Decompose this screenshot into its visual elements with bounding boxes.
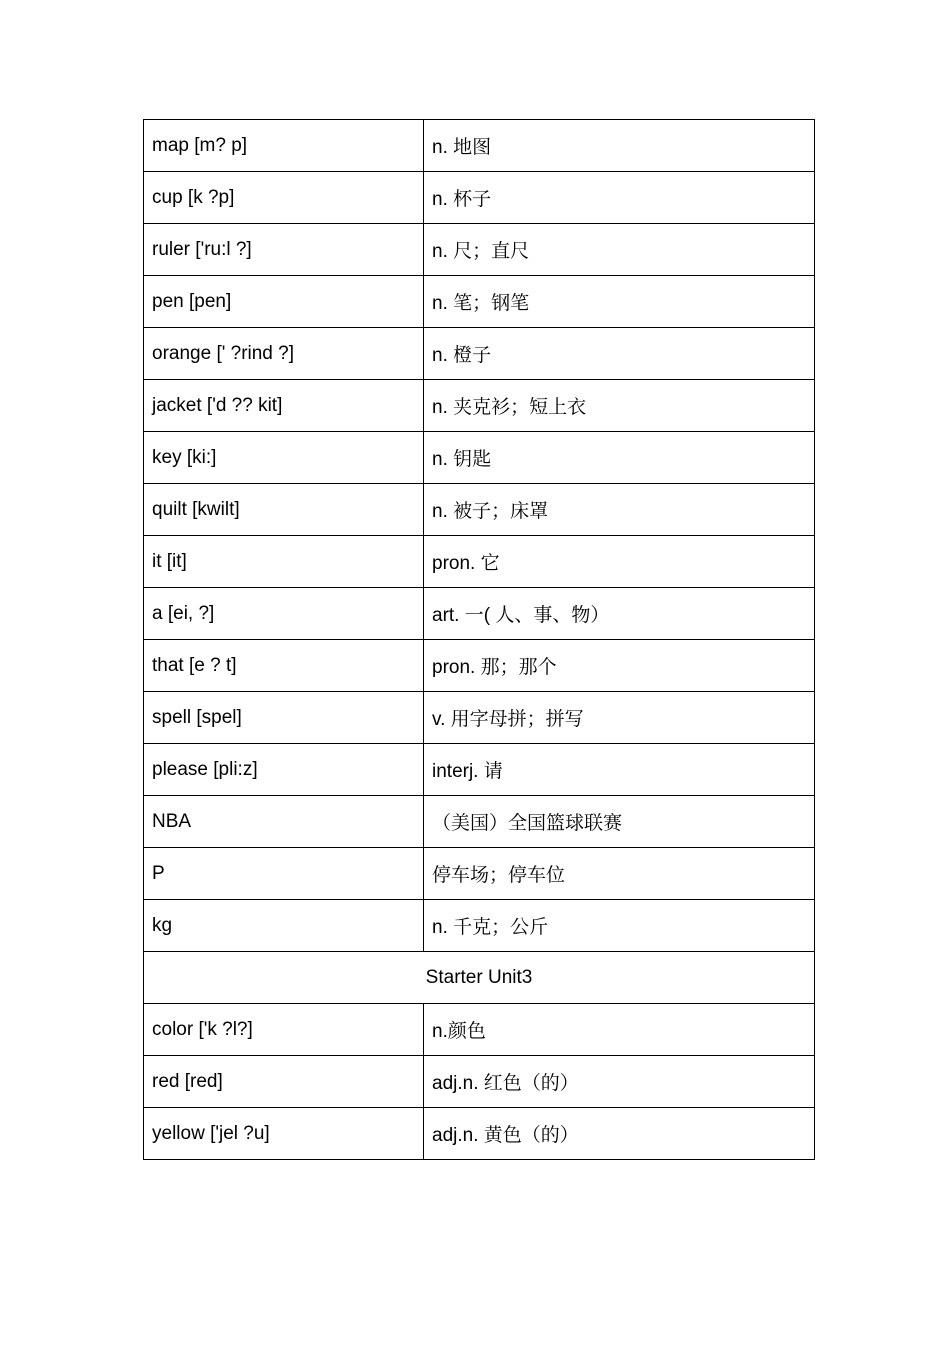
table-row (144, 1108, 815, 1160)
word-cell: map [m? p] (144, 120, 424, 172)
vocabulary-table-body (144, 120, 815, 1160)
meaning-cell: v. 用字母拼；拼写 (424, 692, 815, 744)
table-row (144, 692, 815, 744)
meaning-cell: n. 尺；直尺 (424, 224, 815, 276)
meaning-cell: n.颜色 (424, 1004, 815, 1056)
table-row (144, 328, 815, 380)
table-row (144, 1004, 815, 1056)
word-cell: NBA (144, 796, 424, 848)
table-row (144, 432, 815, 484)
vocabulary-table (143, 119, 815, 1160)
word-cell: yellow ['jel ?u] (144, 1108, 424, 1160)
word-cell: that [e ? t] (144, 640, 424, 692)
table-row (144, 276, 815, 328)
meaning-cell: interj. 请 (424, 744, 815, 796)
table-row (144, 172, 815, 224)
word-cell: P (144, 848, 424, 900)
table-row (144, 1056, 815, 1108)
meaning-cell: n. 夹克衫；短上衣 (424, 380, 815, 432)
table-row (144, 484, 815, 536)
meaning-cell: art. 一( 人、事、物） (424, 588, 815, 640)
table-row (144, 380, 815, 432)
table-row (144, 900, 815, 952)
word-cell: quilt [kwilt] (144, 484, 424, 536)
meaning-cell: adj.n. 黄色（的） (424, 1108, 815, 1160)
word-cell: pen [pen] (144, 276, 424, 328)
word-cell: please [pli:z] (144, 744, 424, 796)
section-title: Starter Unit3 (144, 952, 815, 1004)
meaning-cell: n. 橙子 (424, 328, 815, 380)
word-cell: a [ei, ?] (144, 588, 424, 640)
word-cell: orange [' ?rind ?] (144, 328, 424, 380)
meaning-cell: n. 杯子 (424, 172, 815, 224)
meaning-cell: n. 笔；钢笔 (424, 276, 815, 328)
word-cell: color ['k ?l?] (144, 1004, 424, 1056)
word-cell: cup [k ?p] (144, 172, 424, 224)
meaning-cell: pron. 它 (424, 536, 815, 588)
word-cell: ruler ['ru:l ?] (144, 224, 424, 276)
table-row (144, 744, 815, 796)
table-row (144, 796, 815, 848)
word-cell: jacket ['d ?? kit] (144, 380, 424, 432)
table-row (144, 120, 815, 172)
word-cell: it [it] (144, 536, 424, 588)
word-cell: red [red] (144, 1056, 424, 1108)
meaning-cell: n. 地图 (424, 120, 815, 172)
meaning-cell: pron. 那；那个 (424, 640, 815, 692)
table-row (144, 224, 815, 276)
table-row (144, 536, 815, 588)
word-cell: kg (144, 900, 424, 952)
table-row (144, 848, 815, 900)
word-cell: spell [spel] (144, 692, 424, 744)
meaning-cell: n. 钥匙 (424, 432, 815, 484)
table-row (144, 588, 815, 640)
word-cell: key [ki:] (144, 432, 424, 484)
meaning-cell: （美国）全国篮球联赛 (424, 796, 815, 848)
meaning-cell: 停车场；停车位 (424, 848, 815, 900)
table-row (144, 640, 815, 692)
meaning-cell: n. 千克；公斤 (424, 900, 815, 952)
meaning-cell: n. 被子；床罩 (424, 484, 815, 536)
section-header-row (144, 952, 815, 1004)
meaning-cell: adj.n. 红色（的） (424, 1056, 815, 1108)
